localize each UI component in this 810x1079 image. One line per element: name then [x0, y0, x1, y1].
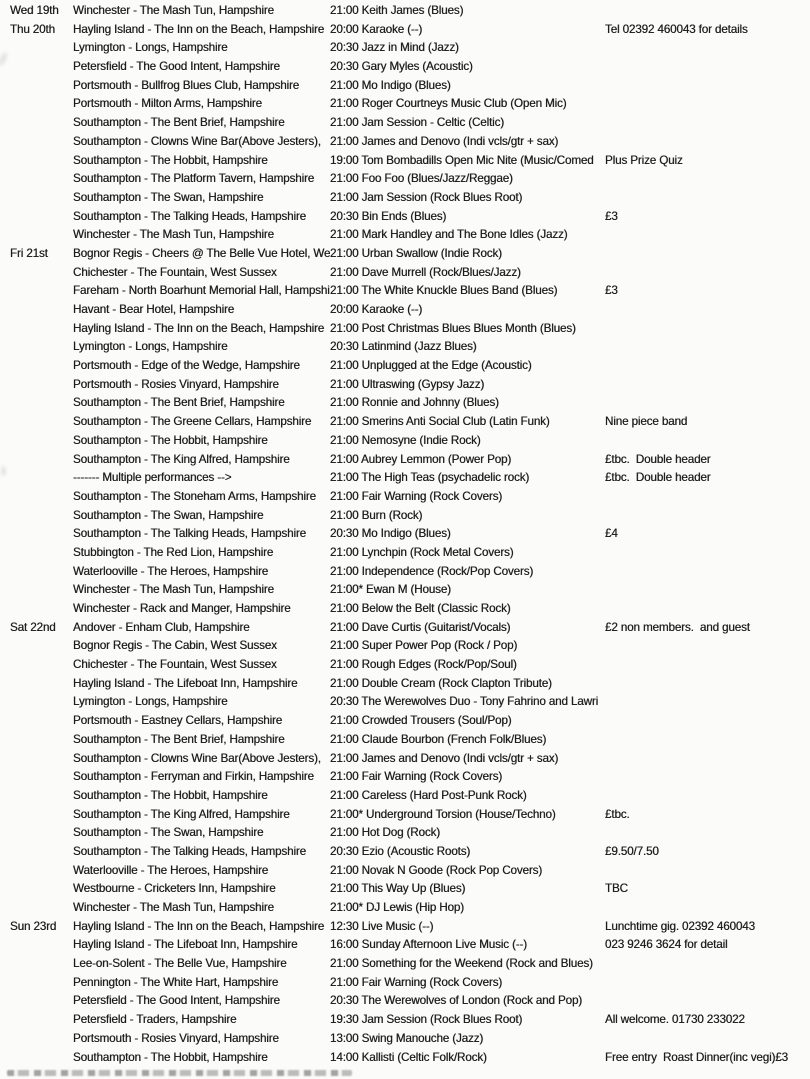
event-row: [0, 880, 810, 899]
event-note: [605, 488, 810, 507]
event-date-label: [10, 824, 73, 843]
event-venue: Winchester - The Mash Tun, Hampshire: [73, 4, 274, 17]
event-venue: Lee-on-Solent - The Belle Vue, Hampshire: [73, 957, 287, 971]
event-date-label: [10, 58, 73, 77]
event-note: [605, 750, 810, 769]
event-date-label: [10, 133, 73, 152]
event-venue: Southampton - The Platform Tavern, Hampshire: [73, 172, 315, 186]
event-note: Nine piece band: [605, 415, 688, 429]
event-row: [0, 1030, 810, 1049]
event-note: [605, 712, 810, 731]
event-date-label: [10, 1030, 73, 1049]
event-venue: Southampton - The Talking Heads, Hampshire: [73, 527, 306, 541]
event-time-act: 19:30 Jam Session (Rock Blues Root): [330, 1013, 523, 1027]
event-venue: Lymington - Longs, Hampshire: [73, 41, 228, 55]
event-date-label: [10, 992, 73, 1011]
event-date-label: [10, 77, 73, 96]
event-venue: Portsmouth - Rosies Vinyard, Hampshire: [73, 377, 279, 391]
event-note: [605, 544, 810, 563]
event-date-label: [10, 712, 73, 731]
event-row: [0, 357, 810, 376]
event-note: [605, 731, 810, 750]
gig-listing-document: [0, 2, 810, 1067]
event-time-act: 21:00 Burn (Rock): [330, 508, 423, 522]
event-venue: Waterlooville - The Heroes, Hampshire: [73, 863, 269, 877]
event-date-label: [10, 488, 73, 507]
event-time-act: 21:00 Claude Bourbon (French Folk/Blues): [330, 732, 547, 746]
event-note: [605, 226, 810, 245]
event-row: [0, 133, 810, 152]
event-date-label: [10, 114, 73, 133]
event-time-act: 21:00 Aubrey Lemmon (Power Pop): [330, 452, 512, 466]
event-date-label: [10, 264, 73, 283]
event-row: [0, 320, 810, 339]
event-venue: ------- Multiple performances -->: [73, 471, 232, 485]
event-time-act: 21:00 Independence (Rock/Pop Covers): [330, 564, 534, 578]
event-venue: Southampton - The Bent Brief, Hampshire: [73, 396, 285, 410]
event-note: Free entry Roast Dinner(inc vegi)£3: [605, 1050, 788, 1064]
event-date-label: [10, 189, 73, 208]
event-row: [0, 824, 810, 843]
event-time-act: 21:00 Foo Foo (Blues/Jazz/Reggae): [330, 172, 513, 186]
event-note: [605, 95, 810, 114]
event-note: [605, 675, 810, 694]
event-note: [605, 114, 810, 133]
event-time-act: 21:00 Below the Belt (Classic Rock): [330, 602, 511, 615]
event-time-act: 21:00 The High Teas (psychadelic rock): [330, 471, 530, 485]
event-time-act: 21:00 Lynchpin (Rock Metal Covers): [330, 545, 514, 559]
event-time-act: 16:00 Sunday Afternoon Live Music (--): [330, 938, 527, 952]
event-row: [0, 2, 810, 21]
event-date-label: [10, 731, 73, 750]
event-note: [605, 563, 810, 582]
event-venue: Hayling Island - The Lifeboat Inn, Hampshire: [73, 938, 298, 952]
event-note: [605, 824, 810, 843]
event-date-label: [10, 338, 73, 357]
event-venue: Chichester - The Fountain, West Sussex: [73, 658, 277, 672]
event-note: [605, 357, 810, 376]
event-row: [0, 376, 810, 395]
event-row: [0, 955, 810, 974]
event-row: [0, 581, 810, 600]
event-venue: Portsmouth - Bullfrog Blues Club, Hampshire: [73, 78, 300, 92]
event-note: Lunchtime gig. 02392 460043: [605, 919, 755, 933]
event-venue: Southampton - The Swan, Hampshire: [73, 826, 264, 840]
event-row: [0, 675, 810, 694]
event-venue: Southampton - The Hobbit, Hampshire: [73, 788, 268, 802]
event-time-act: 21:00 Double Cream (Rock Clapton Tribute): [330, 676, 552, 690]
cutoff-row-artifact: [7, 1070, 352, 1076]
event-row: [0, 245, 810, 264]
event-venue: Southampton - The Hobbit, Hampshire: [73, 153, 268, 167]
scan-smudge: [1, 466, 6, 476]
event-row: [0, 77, 810, 96]
event-venue: Hayling Island - The Inn on the Beach, Hampshire: [73, 22, 325, 36]
event-venue: Lymington - Longs, Hampshire: [73, 340, 228, 354]
event-row: [0, 862, 810, 881]
event-note: [605, 394, 810, 413]
event-row: [0, 525, 810, 544]
event-row: [0, 843, 810, 862]
event-date-label: [10, 1049, 73, 1068]
event-time-act: 21:00 The White Knuckle Blues Band (Blues): [330, 284, 558, 298]
event-time-act: 21:00 Dave Curtis (Guitarist/Vocals): [330, 620, 511, 634]
event-row: [0, 488, 810, 507]
event-date-label: [10, 208, 73, 227]
event-date-label: [10, 862, 73, 881]
event-date-label: [10, 357, 73, 376]
event-venue: Southampton - The Bent Brief, Hampshire: [73, 732, 285, 746]
event-time-act: 20:30 Latinmind (Jazz Blues): [330, 340, 477, 354]
event-date-label: Sun 23rd: [10, 919, 57, 933]
event-venue: Petersfield - The Good Intent, Hampshire: [73, 60, 280, 74]
event-note: [605, 170, 810, 189]
event-venue: Lymington - Longs, Hampshire: [73, 695, 228, 709]
event-venue: Winchester - The Mash Tun, Hampshire: [73, 583, 274, 597]
event-venue: Southampton - The Swan, Hampshire: [73, 508, 264, 522]
event-row: [0, 731, 810, 750]
event-venue: Chichester - The Fountain, West Sussex: [73, 265, 277, 279]
event-row: [0, 974, 810, 993]
event-time-act: 20:00 Karaoke (--): [330, 303, 423, 316]
event-time-act: 21:00 Unplugged at the Edge (Acoustic): [330, 359, 532, 373]
event-venue: Pennington - The White Hart, Hampshire: [73, 975, 279, 989]
event-time-act: 21:00 Urban Swallow (Indie Rock): [330, 246, 502, 260]
event-venue: Petersfield - Traders, Hampshire: [73, 1013, 237, 1027]
event-row: [0, 544, 810, 563]
event-venue: Southampton - The Bent Brief, Hampshire: [73, 116, 285, 130]
event-note: [605, 899, 810, 918]
event-time-act: 20:30 Gary Myles (Acoustic): [330, 60, 473, 74]
event-row: [0, 693, 810, 712]
event-date-label: [10, 152, 73, 171]
event-date-label: Thu 20th: [10, 22, 55, 36]
event-note: [605, 974, 810, 993]
event-time-act: 21:00 Crowded Trousers (Soul/Pop): [330, 714, 512, 728]
event-note: [605, 656, 810, 675]
event-note: £3: [605, 209, 618, 223]
event-note: £tbc.: [605, 807, 630, 821]
event-venue: Winchester - The Mash Tun, Hampshire: [73, 228, 274, 242]
event-note: [605, 693, 810, 712]
event-date-label: [10, 675, 73, 694]
event-row: [0, 619, 810, 638]
event-time-act: 21:00* Ewan M (House): [330, 583, 451, 597]
event-note: [605, 507, 810, 526]
event-note: £2 non members. and guest: [605, 620, 750, 634]
event-row: [0, 301, 810, 320]
event-note: [605, 2, 810, 21]
event-date-label: [10, 507, 73, 526]
event-date-label: [10, 899, 73, 918]
event-venue: Southampton - The Talking Heads, Hampshire: [73, 844, 306, 858]
event-note: [605, 1030, 810, 1049]
event-time-act: 21:00 Novak N Goode (Rock Pop Covers): [330, 863, 543, 877]
event-venue: Southampton - Clowns Wine Bar(Above Jesters),: [73, 134, 321, 148]
event-time-act: 21:00 Mark Handley and The Bone Idles (Jazz): [330, 228, 568, 242]
event-note: [605, 320, 810, 339]
event-time-act: 21:00 Post Christmas Blues Blues Month (Blues): [330, 321, 576, 335]
event-date-label: [10, 376, 73, 395]
event-row: [0, 189, 810, 208]
event-row: [0, 152, 810, 171]
event-venue: Petersfield - The Good Intent, Hampshire: [73, 994, 280, 1008]
event-time-act: 20:30 Jazz in Mind (Jazz): [330, 41, 459, 55]
event-row: [0, 936, 810, 955]
event-row: [0, 21, 810, 40]
event-venue: Andover - Enham Club, Hampshire: [73, 620, 250, 634]
event-time-act: 21:00 Keith James (Blues): [330, 4, 464, 17]
event-time-act: 21:00* Underground Torsion (House/Techno): [330, 807, 556, 821]
event-time-act: 21:00 Fair Warning (Rock Covers): [330, 489, 503, 503]
event-date-label: [10, 226, 73, 245]
event-note: £4: [605, 527, 618, 541]
event-row: [0, 394, 810, 413]
event-date-label: [10, 787, 73, 806]
event-venue: Winchester - The Mash Tun, Hampshire: [73, 901, 274, 914]
event-time-act: 19:00 Tom Bombadills Open Mic Nite (Music/Comed: [330, 153, 594, 167]
event-venue: Southampton - Clowns Wine Bar(Above Jesters),: [73, 751, 321, 765]
event-note: [605, 581, 810, 600]
event-time-act: 13:00 Swing Manouche (Jazz): [330, 1031, 484, 1045]
event-date-label: [10, 768, 73, 787]
event-venue: Southampton - The Hobbit, Hampshire: [73, 1050, 268, 1064]
event-time-act: 21:00 Nemosyne (Indie Rock): [330, 433, 481, 447]
event-venue: Southampton - Ferryman and Firkin, Hampshire: [73, 770, 314, 784]
event-date-label: [10, 170, 73, 189]
event-row: [0, 95, 810, 114]
event-note: [605, 955, 810, 974]
event-date-label: [10, 637, 73, 656]
event-time-act: 21:00 Jam Session - Celtic (Celtic): [330, 116, 505, 130]
event-date-label: [10, 282, 73, 301]
event-note: 023 9246 3624 for detail: [605, 938, 728, 952]
event-venue: Southampton - The Swan, Hampshire: [73, 190, 264, 204]
event-note: [605, 637, 810, 656]
event-date-label: [10, 843, 73, 862]
event-date-label: [10, 581, 73, 600]
event-note: [605, 376, 810, 395]
event-time-act: 20:30 The Werewolves Duo - Tony Fahrino and Lawri: [330, 695, 599, 709]
event-row: [0, 563, 810, 582]
event-note: [605, 245, 810, 264]
event-row: [0, 992, 810, 1011]
event-note: Tel 02392 460043 for details: [605, 22, 748, 36]
event-date-label: Fri 21st: [10, 246, 48, 260]
event-time-act: 21:00 Jam Session (Rock Blues Root): [330, 190, 523, 204]
event-row: [0, 507, 810, 526]
event-row: [0, 39, 810, 58]
event-venue: Bognor Regis - Cheers @ The Belle Vue Hotel, We: [73, 246, 330, 260]
event-date-label: [10, 656, 73, 675]
event-venue: Havant - Bear Hotel, Hampshire: [73, 303, 235, 316]
event-row: [0, 338, 810, 357]
event-time-act: 21:00 Fair Warning (Rock Covers): [330, 975, 503, 989]
event-time-act: 20:00 Karaoke (--): [330, 22, 423, 36]
event-venue: Portsmouth - Milton Arms, Hampshire: [73, 97, 262, 111]
event-row: [0, 58, 810, 77]
event-date-label: [10, 750, 73, 769]
event-venue: Westbourne - Cricketers Inn, Hampshire: [73, 882, 276, 896]
event-venue: Southampton - The Stoneham Arms, Hampshire: [73, 489, 316, 503]
event-venue: Hayling Island - The Inn on the Beach, Hampshire: [73, 321, 325, 335]
event-venue: Southampton - The King Alfred, Hampshire: [73, 452, 290, 466]
event-time-act: 21:00 Dave Murrell (Rock/Blues/Jazz): [330, 265, 521, 279]
event-time-act: 21:00 Mo Indigo (Blues): [330, 78, 451, 92]
event-note: [605, 862, 810, 881]
event-row: [0, 1049, 810, 1068]
event-time-act: 21:00 Careless (Hard Post-Punk Rock): [330, 788, 527, 802]
event-row: [0, 432, 810, 451]
event-venue: Southampton - The Greene Cellars, Hampshire: [73, 415, 312, 429]
event-row: [0, 918, 810, 937]
event-venue: Stubbington - The Red Lion, Hampshire: [73, 545, 274, 559]
event-venue: Southampton - The Hobbit, Hampshire: [73, 433, 268, 447]
event-row: [0, 170, 810, 189]
event-row: [0, 264, 810, 283]
event-venue: Hayling Island - The Inn on the Beach, Hampshire: [73, 919, 325, 933]
event-time-act: 21:00 This Way Up (Blues): [330, 882, 466, 896]
event-time-act: 20:30 Bin Ends (Blues): [330, 209, 447, 223]
event-time-act: 20:30 Ezio (Acoustic Roots): [330, 844, 471, 858]
event-row: [0, 1011, 810, 1030]
event-venue: Portsmouth - Eastney Cellars, Hampshire: [73, 714, 283, 728]
event-note: [605, 787, 810, 806]
event-date-label: [10, 469, 73, 488]
event-time-act: 21:00 Rough Edges (Rock/Pop/Soul): [330, 658, 517, 672]
event-date-label: [10, 974, 73, 993]
event-row: [0, 637, 810, 656]
event-note: £tbc. Double header: [605, 471, 711, 485]
event-note: £9.50/7.50: [605, 844, 659, 858]
event-note: [605, 600, 810, 619]
event-time-act: 20:30 The Werewolves of London (Rock and Pop): [330, 994, 583, 1008]
event-note: [605, 77, 810, 96]
event-time-act: 21:00 Ronnie and Johnny (Blues): [330, 396, 499, 410]
event-note: [605, 768, 810, 787]
event-date-label: [10, 451, 73, 470]
event-venue: Bognor Regis - The Cabin, West Sussex: [73, 639, 277, 653]
event-time-act: 21:00 James and Denovo (Indi vcls/gtr + sax): [330, 134, 559, 148]
event-note: [605, 264, 810, 283]
event-time-act: 21:00 Hot Dog (Rock): [330, 826, 441, 840]
event-row: [0, 451, 810, 470]
event-time-act: 14:00 Kallisti (Celtic Folk/Rock): [330, 1050, 487, 1064]
event-date-label: [10, 693, 73, 712]
event-date-label: [10, 394, 73, 413]
event-date-label: [10, 563, 73, 582]
event-date-label: [10, 544, 73, 563]
event-date-label: [10, 880, 73, 899]
event-note: [605, 338, 810, 357]
event-venue: Southampton - The King Alfred, Hampshire: [73, 807, 290, 821]
event-row: [0, 656, 810, 675]
event-time-act: 21:00 Smerins Anti Social Club (Latin Funk): [330, 415, 550, 429]
event-date-label: Wed 19th: [10, 4, 59, 17]
event-time-act: 21:00 Ultraswing (Gypsy Jazz): [330, 377, 485, 391]
event-row: [0, 899, 810, 918]
event-row: [0, 413, 810, 432]
event-date-label: [10, 432, 73, 451]
event-row: [0, 208, 810, 227]
event-note: [605, 189, 810, 208]
event-date-label: [10, 955, 73, 974]
event-time-act: 21:00 Super Power Pop (Rock / Pop): [330, 639, 518, 653]
event-time-act: 12:30 Live Music (--): [330, 919, 434, 933]
event-row: [0, 768, 810, 787]
event-time-act: 21:00 James and Denovo (Indi vcls/gtr + sax): [330, 751, 559, 765]
event-row: [0, 114, 810, 133]
event-row: [0, 712, 810, 731]
event-note: Plus Prize Quiz: [605, 153, 683, 167]
event-date-label: [10, 320, 73, 339]
event-venue: Hayling Island - The Lifeboat Inn, Hampshire: [73, 676, 298, 690]
event-venue: Winchester - Rack and Manger, Hampshire: [73, 602, 291, 615]
event-venue: Waterlooville - The Heroes, Hampshire: [73, 564, 269, 578]
event-date-label: Sat 22nd: [10, 620, 56, 634]
event-row: [0, 787, 810, 806]
event-row: [0, 806, 810, 825]
event-row: [0, 750, 810, 769]
event-row: [0, 226, 810, 245]
event-date-label: [10, 39, 73, 58]
event-time-act: 20:30 Mo Indigo (Blues): [330, 527, 451, 541]
event-note: £3: [605, 284, 618, 298]
event-date-label: [10, 301, 73, 320]
event-note: [605, 301, 810, 320]
event-note: [605, 133, 810, 152]
event-venue: Fareham - North Boarhunt Memorial Hall, Hampshi: [73, 284, 330, 298]
event-date-label: [10, 600, 73, 619]
event-time-act: 21:00* DJ Lewis (Hip Hop): [330, 901, 464, 914]
event-note: TBC: [605, 882, 628, 896]
event-row: [0, 282, 810, 301]
event-time-act: 21:00 Roger Courtneys Music Club (Open Mic): [330, 97, 567, 111]
event-venue: Southampton - The Talking Heads, Hampshire: [73, 209, 306, 223]
event-note: [605, 992, 810, 1011]
event-note: [605, 58, 810, 77]
event-note: [605, 432, 810, 451]
event-time-act: 21:00 Something for the Weekend (Rock and Blues): [330, 957, 593, 971]
event-date-label: [10, 95, 73, 114]
event-date-label: [10, 1011, 73, 1030]
event-row: [0, 600, 810, 619]
event-date-label: [10, 936, 73, 955]
event-venue: Portsmouth - Rosies Vinyard, Hampshire: [73, 1031, 279, 1045]
event-row: [0, 469, 810, 488]
event-note: £tbc. Double header: [605, 452, 711, 466]
event-time-act: 21:00 Fair Warning (Rock Covers): [330, 770, 503, 784]
event-venue: Portsmouth - Edge of the Wedge, Hampshire: [73, 359, 300, 373]
event-note: All welcome. 01730 233022: [605, 1013, 745, 1027]
event-date-label: [10, 806, 73, 825]
event-note: [605, 39, 810, 58]
event-date-label: [10, 413, 73, 432]
event-date-label: [10, 525, 73, 544]
